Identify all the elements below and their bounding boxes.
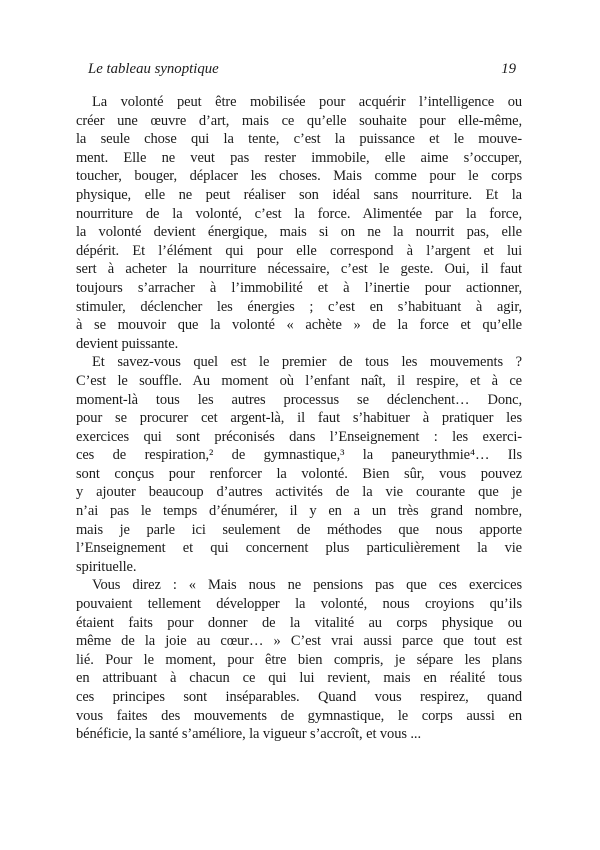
text-line: nourriture de la volonté, c’est la force. Alimentée par la force,: [76, 205, 522, 222]
text-line: dépérit. Et l’élément qui pour elle correspond à l’argent et lui: [76, 242, 522, 259]
text-line: mais je parle ici seulement de méthodes que nous apporte: [76, 521, 522, 538]
text-line: Et savez-vous quel est le premier de tous les mouvements ?: [92, 354, 522, 371]
text-line: toucher, bouger, déplacer les choses. Mais comme pour le corps: [76, 168, 522, 185]
text-line: Vous direz : « Mais nous ne pensions pas que ces exercices: [92, 577, 522, 594]
text-line: devient puissante.: [76, 335, 179, 352]
running-header: [76, 60, 522, 78]
text-line: stimuler, déclencher les énergies ; c’est en s’habituant à agir,: [76, 298, 522, 315]
paragraph: [76, 353, 522, 576]
text-line: en attribuant à chacun ce qui lui revient, mais en réalité tous: [76, 670, 522, 687]
text-line: exercices qui sont préconisés dans l’Enseignement : les exerci-: [76, 428, 522, 445]
text-line: la volonté devient énergique, mais si on ne la nourrit pas, elle: [76, 224, 522, 241]
text-line: pouvaient tellement développer la volonté, nous croyions qu’ils: [76, 596, 522, 613]
text-line: ces de respiration,² de gymnastique,³ la paneurythmie⁴… Ils: [76, 447, 522, 464]
text-line: bénéficie, la santé s’améliore, la vigueur s’accroît, et vous ...: [76, 726, 421, 743]
paragraph: [76, 93, 522, 353]
text-line: La volonté peut être mobilisée pour acquérir l’intelligence ou: [92, 94, 522, 110]
text-line: C’est le souffle. Au moment où l’enfant naît, il respire, et à ce: [76, 372, 522, 389]
running-header-title: Le tableau synoptique: [88, 61, 219, 77]
paragraph: [76, 576, 522, 743]
text-line: ces principes sont inséparables. Quand vous respirez, quand: [76, 689, 522, 705]
text-line: pour se procurer cet argent-là, il faut s’habituer à pratiquer les: [76, 410, 522, 427]
text-line: ment. Elle ne veut pas rester immobile, elle aime s’occuper,: [76, 149, 522, 166]
text-line: spirituelle.: [76, 558, 137, 575]
text-line: vous faites des mouvements de gymnastique, le corps aussi en: [76, 707, 522, 724]
text-line: sont conçus pour renforcer la volonté. Bien sûr, vous pouvez: [76, 465, 522, 482]
text-line: physique, elle ne peut réaliser son idéal sans nourriture. Et la: [76, 186, 522, 203]
text-line: même de la joie au cœur… » C’est vrai aussi parce que tout est: [76, 633, 522, 650]
text-line: y ajouter beaucoup d’autres activités de la vie courante que je: [76, 484, 522, 501]
text-line: sert à acheter la nourriture nécessaire, c’est le geste. Oui, il faut: [76, 261, 522, 278]
text-line: toujours s’arracher à l’immobilité et à l’inertie pour actionner,: [76, 279, 522, 296]
text-line: à se mouvoir que la volonté « achète » de la force et qu’elle: [76, 317, 522, 334]
text-line: la seule chose qui la tente, c’est la puissance et le mouve-: [76, 131, 522, 148]
text-line: créer une œuvre d’art, mais ce qu’elle souhaite pour elle-même,: [76, 112, 522, 129]
text-line: lié. Pour le moment, pour être bien compris, je sépare les plans: [76, 651, 522, 668]
page-number: 19: [501, 61, 516, 77]
text-line: n’ai pas le temps d’énumérer, il y en a un très grand nombre,: [76, 503, 522, 520]
text-line: l’Enseignement et qui concernent plus particulièrement la vie: [76, 540, 522, 557]
text-line: moment-là tous les autres processus se déclenchent… Donc,: [76, 391, 522, 408]
page-body: [76, 93, 522, 744]
text-line: étaient faits pour donner de la vitalité au corps physique ou: [76, 614, 522, 631]
